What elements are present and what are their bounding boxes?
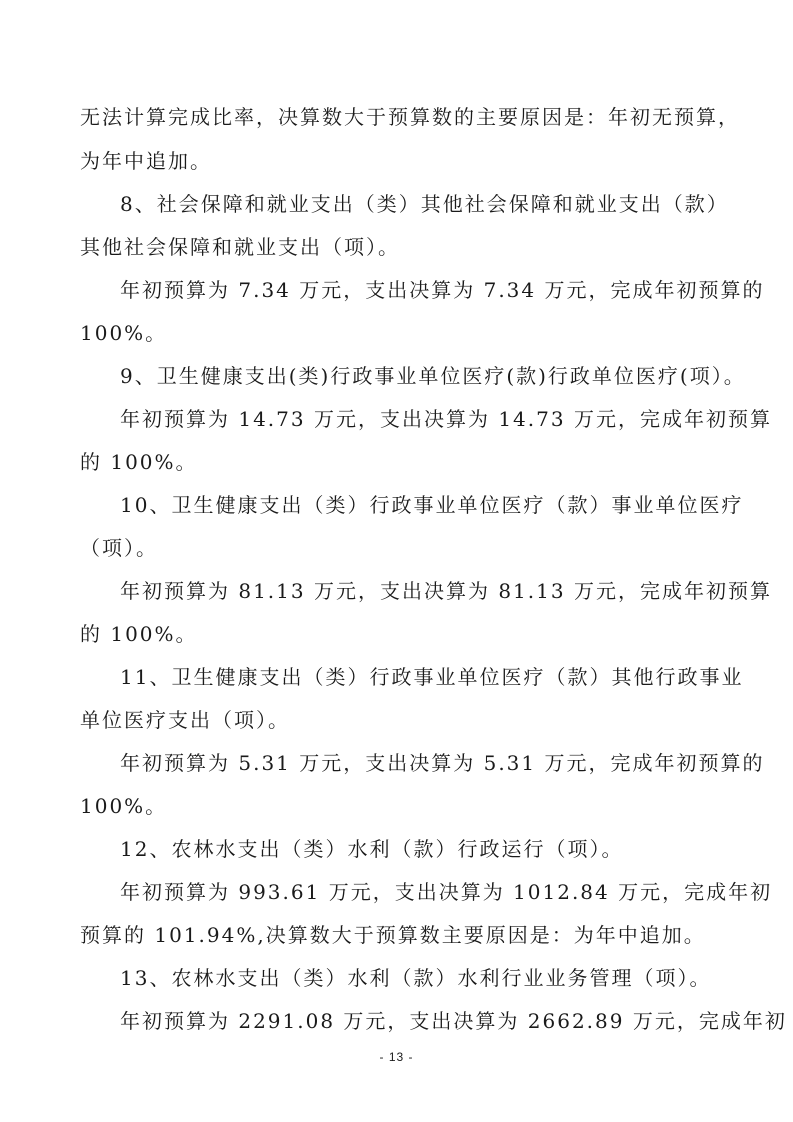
text-line: 的 100%。 — [80, 450, 198, 474]
section-heading-9: 9、卫生健康支出(类)行政事业单位医疗(款)行政单位医疗(项）。 — [120, 364, 746, 388]
section-heading-11: 11、卫生健康支出（类）行政事业单位医疗（款）其他行政事业 — [120, 665, 744, 689]
section-heading-13: 13、农林水支出（类）水利（款）水利行业业务管理（项）。 — [120, 966, 712, 990]
text-line: 年初预算为 7.34 万元，支出决算为 7.34 万元，完成年初预算的 — [120, 278, 765, 302]
text-line: 预算的 101.94%,决算数大于预算数主要原因是：为年中追加。 — [80, 923, 706, 947]
text-line: 无法计算完成比率，决算数大于预算数的主要原因是：年初无预算， — [80, 105, 740, 129]
page-number: - 13 - — [379, 1050, 414, 1064]
text-line: 单位医疗支出（项）。 — [80, 708, 290, 732]
text-line: 年初预算为 5.31 万元，支出决算为 5.31 万元，完成年初预算的 — [120, 751, 765, 775]
text-line: （项）。 — [80, 536, 158, 560]
text-line: 的 100%。 — [80, 622, 198, 646]
text-line: 其他社会保障和就业支出（项）。 — [80, 235, 400, 259]
section-heading-10: 10、卫生健康支出（类）行政事业单位医疗（款）事业单位医疗 — [120, 493, 744, 517]
section-heading-8: 8、社会保障和就业支出（类）其他社会保障和就业支出（款） — [120, 192, 729, 216]
text-line: 年初预算为 81.13 万元，支出决算为 81.13 万元，完成年初预算 — [120, 579, 772, 603]
text-line: 100%。 — [80, 321, 168, 345]
text-line: 年初预算为 993.61 万元，支出决算为 1012.84 万元，完成年初 — [120, 880, 773, 904]
text-line: 为年中追加。 — [80, 149, 212, 173]
text-line: 年初预算为 14.73 万元，支出决算为 14.73 万元，完成年初预算 — [120, 407, 772, 431]
text-line: 100%。 — [80, 794, 168, 818]
section-heading-12: 12、农林水支出（类）水利（款）行政运行（项）。 — [120, 837, 624, 861]
text-line: 年初预算为 2291.08 万元，支出决算为 2662.89 万元，完成年初 — [120, 1009, 787, 1033]
